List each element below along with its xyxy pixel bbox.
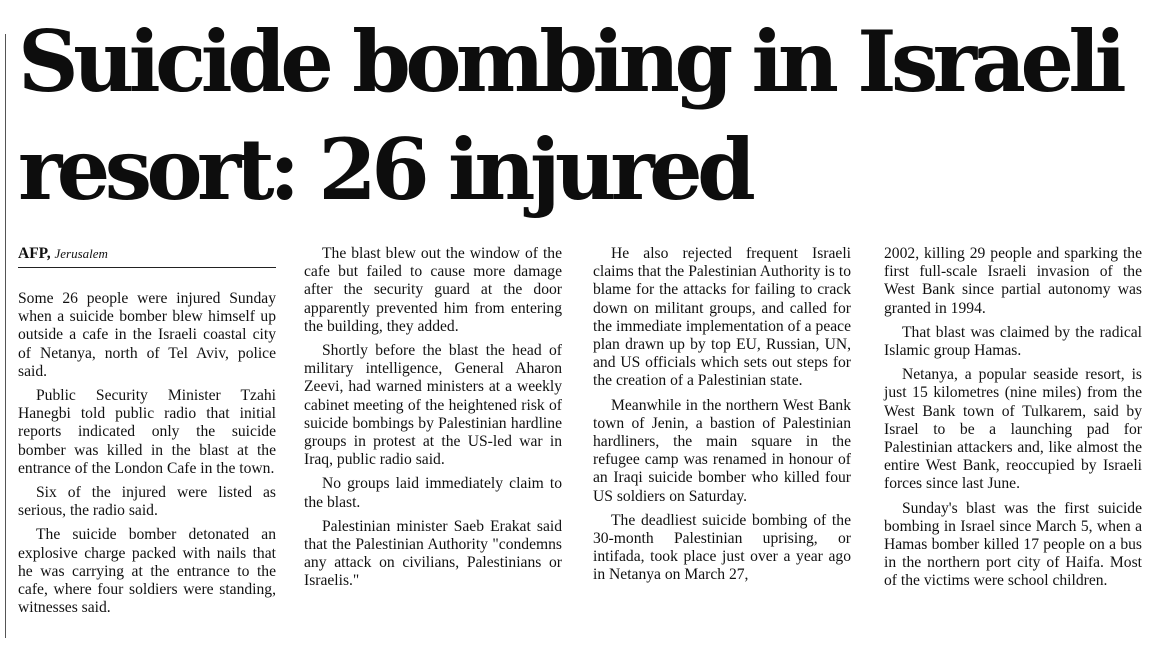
- paragraph: Netanya, a popular seaside resort, is just 15 kilometres (nine miles) from the West Bank town of Tulkarem, said by Israel to be a launching pad for Palestinian attackers and, like almost the entire West Bank, reoccupied by Israeli forces since last June.: [884, 366, 1142, 493]
- column-3: [593, 245, 851, 645]
- paragraph: The deadliest suicide bombing of the 30-month Palestinian uprising, or intifada, took place just over a year ago in Netanya on March 27,: [593, 511, 851, 584]
- article-body: [18, 245, 1153, 645]
- paragraph: 2002, killing 29 people and sparking the first full-scale Israeli invasion of the West Bank since partial autonomy was granted in 1994.: [884, 245, 1142, 317]
- left-column-rule: [5, 34, 6, 638]
- paragraph: The suicide bomber detonated an explosive charge packed with nails that he was carrying at the entrance to the cafe, where four soldiers were standing, witnesses said.: [18, 526, 276, 617]
- paragraph: No groups laid immediately claim to the blast.: [304, 475, 562, 511]
- headline-line-2: resort: 26 injured: [18, 120, 751, 219]
- column-1: [18, 245, 276, 645]
- headline-line-1: Suicide bombing in Israeli: [18, 12, 1122, 111]
- headline: [18, 8, 1158, 224]
- paragraph: Some 26 people were injured Sunday when a suicide bomber blew himself up outside a cafe in the Israeli coastal city of Netanya, north of Tel Aviv, police said.: [18, 290, 276, 380]
- paragraph: Sunday's blast was the first suicide bombing in Israel since March 5, when a Hamas bomber killed 17 people on a bus in the northern port city of Haifa. Most of the victims were school children.: [884, 499, 1142, 590]
- paragraph: Meanwhile in the northern West Bank town of Jenin, a bastion of Palestinian hardliners, the main square in the refugee camp was renamed in honour of an Iraqi suicide bomber who killed four US soldiers on Saturday.: [593, 396, 851, 505]
- column-2: [304, 245, 562, 645]
- paragraph: Palestinian minister Saeb Erakat said that the Palestinian Authority "condemns any attack on civilians, Palestinians or Israelis.": [304, 517, 562, 590]
- paragraph: Six of the injured were listed as serious, the radio said.: [18, 484, 276, 520]
- paragraph: That blast was claimed by the radical Islamic group Hamas.: [884, 323, 1142, 360]
- paragraph: He also rejected frequent Israeli claims that the Palestinian Authority is to blame for the attacks for failing to crack down on militant groups, and called for the immediate implementation of a peace plan drawn up by top EU, Russian, UN, and US officials which sets out steps for the creation of a Palestinian state.: [593, 245, 851, 390]
- byline-rule: [18, 267, 276, 268]
- paragraph: The blast blew out the window of the cafe but failed to cause more damage after the security guard at the door apparently prevented him from entering the building, they added.: [304, 245, 562, 335]
- byline: [18, 245, 276, 263]
- paragraph: Public Security Minister Tzahi Hanegbi told public radio that initial reports indicated only the suicide bomber was killed in the blast at the entrance of the London Cafe in the town.: [18, 387, 276, 477]
- byline-city: Jerusalem: [54, 246, 108, 261]
- column-4: [884, 245, 1142, 645]
- byline-agency: AFP,: [18, 245, 51, 262]
- paragraph: Shortly before the blast the head of military intelligence, General Aharon Zeevi, had warned ministers at a weekly cabinet meeting of the heightened risk of suicide bombings by Palestinian hardline groups in protest at the US-led war in Iraq, public radio said.: [304, 342, 562, 469]
